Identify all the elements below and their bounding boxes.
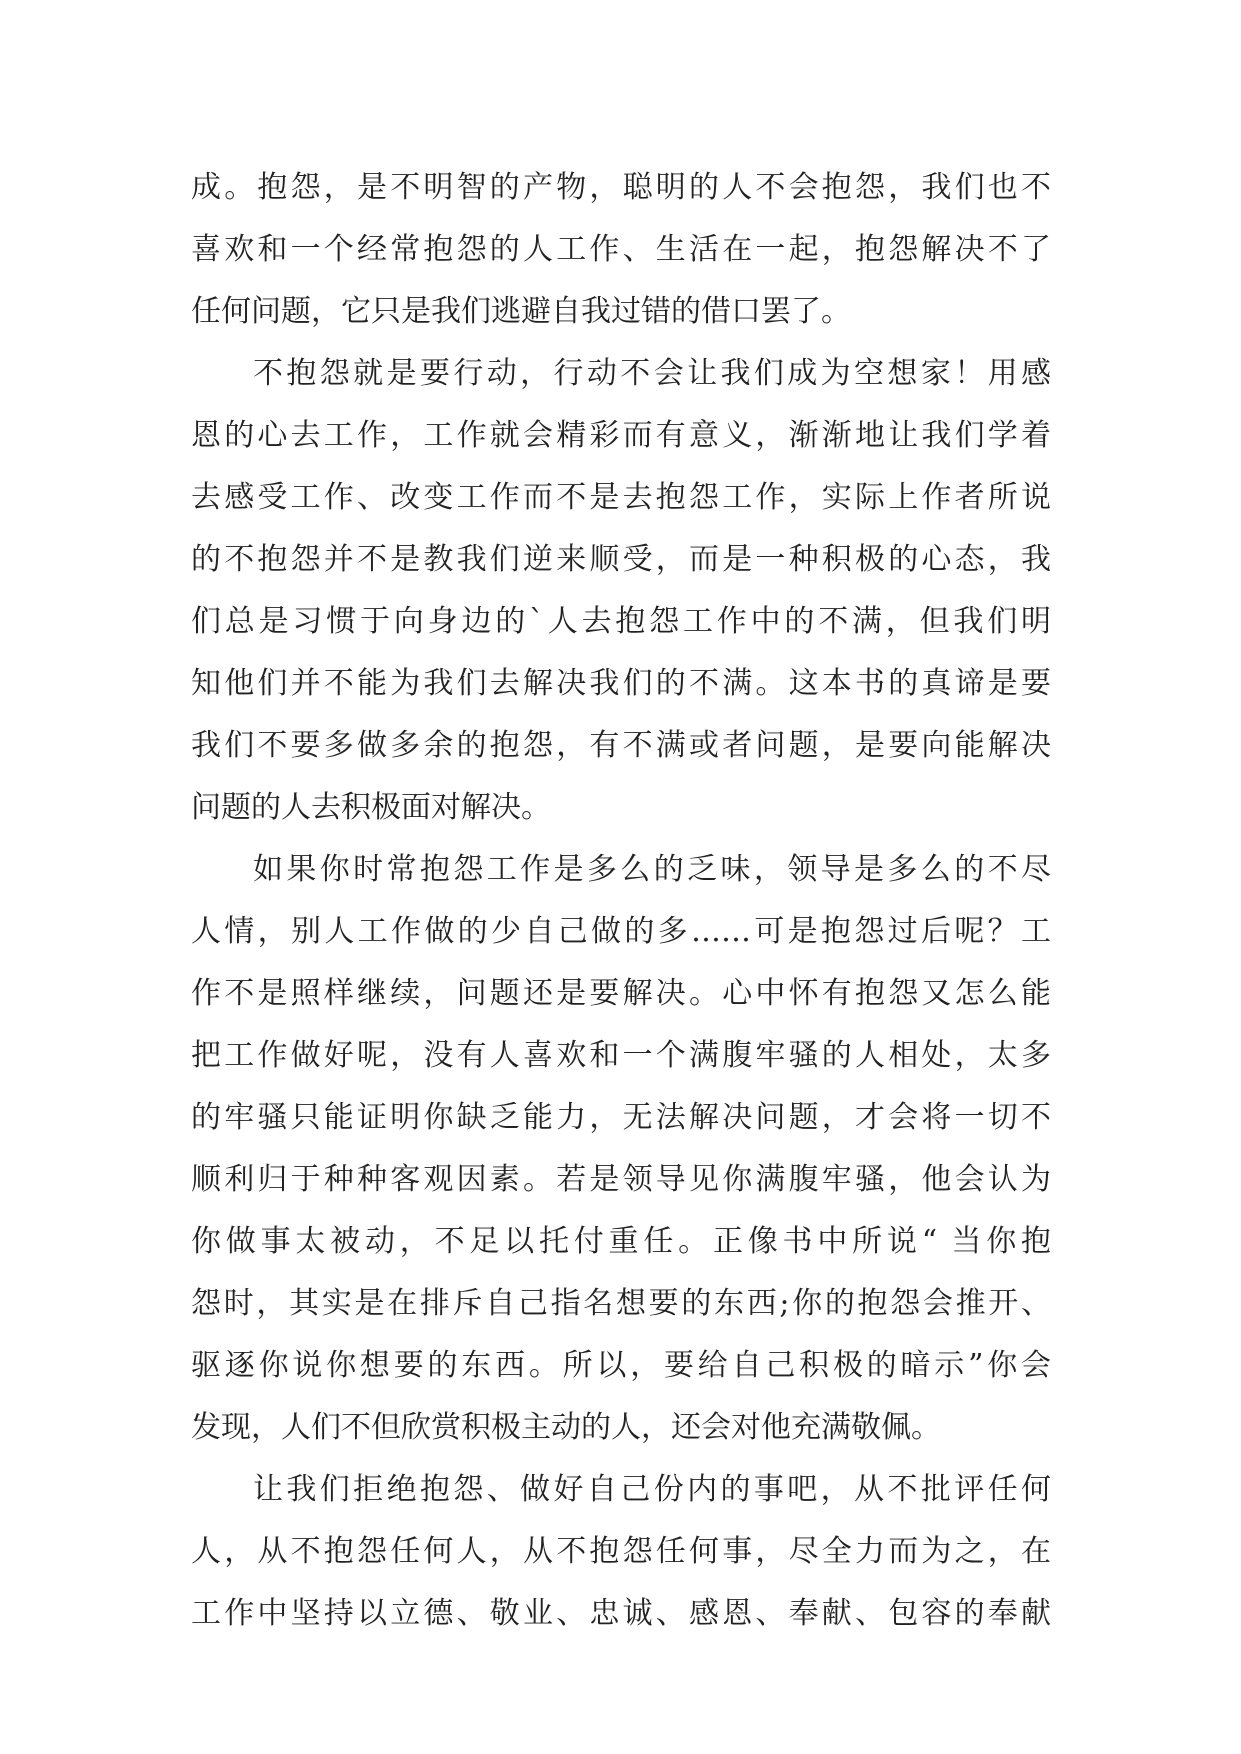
paragraph-line: 成。抱怨，是不明智的产物，聪明的人不会抱怨，我们也不 xyxy=(191,170,1051,205)
paragraph-line: 不抱怨就是要行动，行动不会让我们成为空想家！用感 xyxy=(253,356,1051,391)
document-body xyxy=(191,157,1051,1645)
paragraph-line: 把工作做好呢，没有人喜欢和一个满腹牢骚的人相处，太多 xyxy=(191,1038,1051,1073)
paragraph-line: 喜欢和一个经常抱怨的人工作、生活在一起，抱怨解决不了 xyxy=(191,232,1051,267)
paragraph-line: 怨时，其实是在排斥自己指名想要的东西;你的抱怨会推开、 xyxy=(191,1286,1051,1321)
paragraph-line: 如果你时常抱怨工作是多么的乏味，领导是多么的不尽 xyxy=(253,852,1051,887)
paragraph-line: 让我们拒绝抱怨、做好自己份内的事吧，从不批评任何 xyxy=(253,1472,1051,1507)
paragraph-line: 的牢骚只能证明你缺乏能力，无法解决问题，才会将一切不 xyxy=(191,1100,1051,1135)
paragraph-line: 人，从不抱怨任何人，从不抱怨任何事，尽全力而为之，在 xyxy=(191,1534,1051,1569)
paragraph-4 xyxy=(191,1459,1051,1645)
paragraph-3 xyxy=(191,839,1051,1459)
paragraph-line: 任何问题，它只是我们逃避自我过错的借口罢了。 xyxy=(191,294,851,329)
paragraph-line: 问题的人去积极面对解决。 xyxy=(191,790,551,825)
paragraph-line: 作不是照样继续，问题还是要解决。心中怀有抱怨又怎么能 xyxy=(191,976,1051,1011)
paragraph-1 xyxy=(191,157,1051,343)
paragraph-line: 我们不要多做多余的抱怨，有不满或者问题，是要向能解决 xyxy=(191,728,1051,763)
paragraph-line: 工作中坚持以立德、敬业、忠诚、感恩、奉献、包容的奉献 xyxy=(191,1596,1051,1631)
paragraph-2 xyxy=(191,343,1051,839)
paragraph-line: 去感受工作、改变工作而不是去抱怨工作，实际上作者所说 xyxy=(191,480,1051,515)
paragraph-line: 恩的心去工作，工作就会精彩而有意义，渐渐地让我们学着 xyxy=(191,418,1051,453)
paragraph-line: 人情，别人工作做的少自己做的多……可是抱怨过后呢？工 xyxy=(191,914,1051,949)
paragraph-line: 们总是习惯于向身边的`人去抱怨工作中的不满，但我们明 xyxy=(191,604,1051,639)
paragraph-line: 驱逐你说你想要的东西。所以，要给自己积极的暗示”你会 xyxy=(191,1348,1051,1383)
paragraph-line: 你做事太被动，不足以托付重任。正像书中所说“ 当你抱 xyxy=(191,1224,1051,1259)
paragraph-line: 知他们并不能为我们去解决我们的不满。这本书的真谛是要 xyxy=(191,666,1051,701)
paragraph-line: 的不抱怨并不是教我们逆来顺受，而是一种积极的心态，我 xyxy=(191,542,1051,577)
paragraph-line: 顺利归于种种客观因素。若是领导见你满腹牢骚，他会认为 xyxy=(191,1162,1051,1197)
paragraph-line: 发现，人们不但欣赏积极主动的人，还会对他充满敬佩。 xyxy=(191,1410,941,1445)
